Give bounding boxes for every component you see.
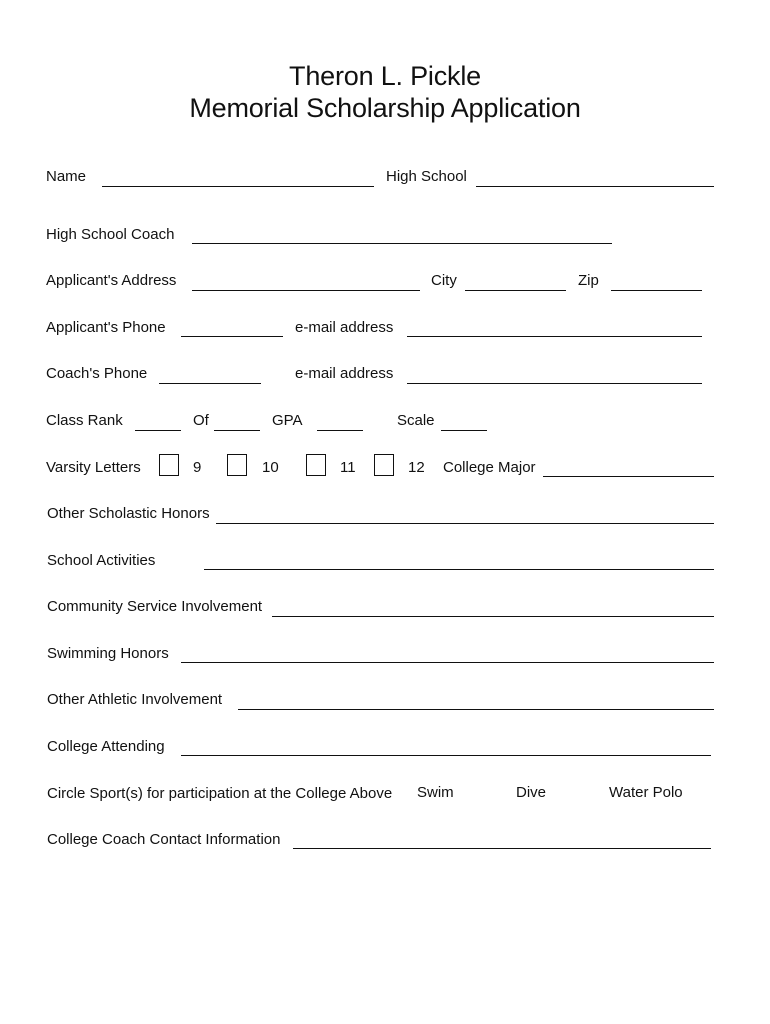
applicant-phone-field[interactable] — [181, 336, 283, 337]
grade-11-checkbox[interactable] — [306, 454, 326, 476]
scale-field[interactable] — [441, 430, 487, 431]
applicant-phone-label: Applicant's Phone — [46, 319, 166, 336]
form-title-line-2: Memorial Scholarship Application — [189, 93, 581, 123]
coach-email-label: e-mail address — [295, 365, 394, 382]
sport-water-polo[interactable]: Water Polo — [609, 784, 683, 801]
college-coach-contact-field[interactable] — [293, 848, 711, 849]
city-field[interactable] — [465, 290, 566, 291]
swimming-honors-field[interactable] — [181, 662, 714, 663]
other-scholastic-honors-label: Other Scholastic Honors — [47, 505, 210, 522]
high-school-coach-label: High School Coach — [46, 226, 175, 243]
circle-sports-label: Circle Sport(s) for participation at the College Above — [47, 785, 393, 802]
zip-label: Zip — [578, 272, 599, 289]
other-athletic-field[interactable] — [238, 709, 714, 710]
applicant-email-field[interactable] — [407, 336, 702, 337]
applicant-address-field[interactable] — [192, 290, 420, 291]
name-label: Name — [46, 168, 87, 185]
city-label: City — [431, 272, 457, 289]
coach-phone-field[interactable] — [159, 383, 261, 384]
of-field[interactable] — [214, 430, 260, 431]
high-school-coach-field[interactable] — [192, 243, 612, 244]
form-title-line-1: Theron L. Pickle — [289, 61, 481, 91]
gpa-field[interactable] — [317, 430, 363, 431]
scale-label: Scale — [397, 412, 435, 429]
high-school-field[interactable] — [476, 186, 714, 187]
grade-10-label: 10 — [262, 459, 279, 476]
community-service-field[interactable] — [272, 616, 714, 617]
applicant-email-label: e-mail address — [295, 319, 394, 336]
school-activities-label: School Activities — [47, 552, 156, 569]
college-attending-label: College Attending — [47, 738, 165, 755]
sport-swim[interactable]: Swim — [417, 784, 454, 801]
college-major-label: College Major — [443, 459, 536, 476]
high-school-label: High School — [386, 168, 467, 185]
grade-12-checkbox[interactable] — [374, 454, 394, 476]
zip-field[interactable] — [611, 290, 702, 291]
grade-9-label: 9 — [193, 459, 202, 476]
grade-10-checkbox[interactable] — [227, 454, 247, 476]
gpa-label: GPA — [272, 412, 303, 429]
class-rank-field[interactable] — [135, 430, 181, 431]
grade-12-label: 12 — [408, 459, 425, 476]
community-service-label: Community Service Involvement — [47, 598, 263, 615]
name-field[interactable] — [102, 186, 374, 187]
varsity-letters-label: Varsity Letters — [46, 459, 141, 476]
college-coach-contact-label: College Coach Contact Information — [47, 831, 281, 848]
swimming-honors-label: Swimming Honors — [47, 645, 169, 662]
college-attending-field[interactable] — [181, 755, 711, 756]
other-athletic-label: Other Athletic Involvement — [47, 691, 223, 708]
applicant-address-label: Applicant's Address — [46, 272, 177, 289]
class-rank-label: Class Rank — [46, 412, 123, 429]
of-label: Of — [193, 412, 209, 429]
other-scholastic-honors-field[interactable] — [216, 523, 714, 524]
college-major-field[interactable] — [543, 476, 714, 477]
grade-11-label: 11 — [340, 459, 356, 476]
coach-phone-label: Coach's Phone — [46, 365, 148, 382]
coach-email-field[interactable] — [407, 383, 702, 384]
grade-9-checkbox[interactable] — [159, 454, 179, 476]
school-activities-field[interactable] — [204, 569, 714, 570]
sport-dive[interactable]: Dive — [516, 784, 547, 801]
